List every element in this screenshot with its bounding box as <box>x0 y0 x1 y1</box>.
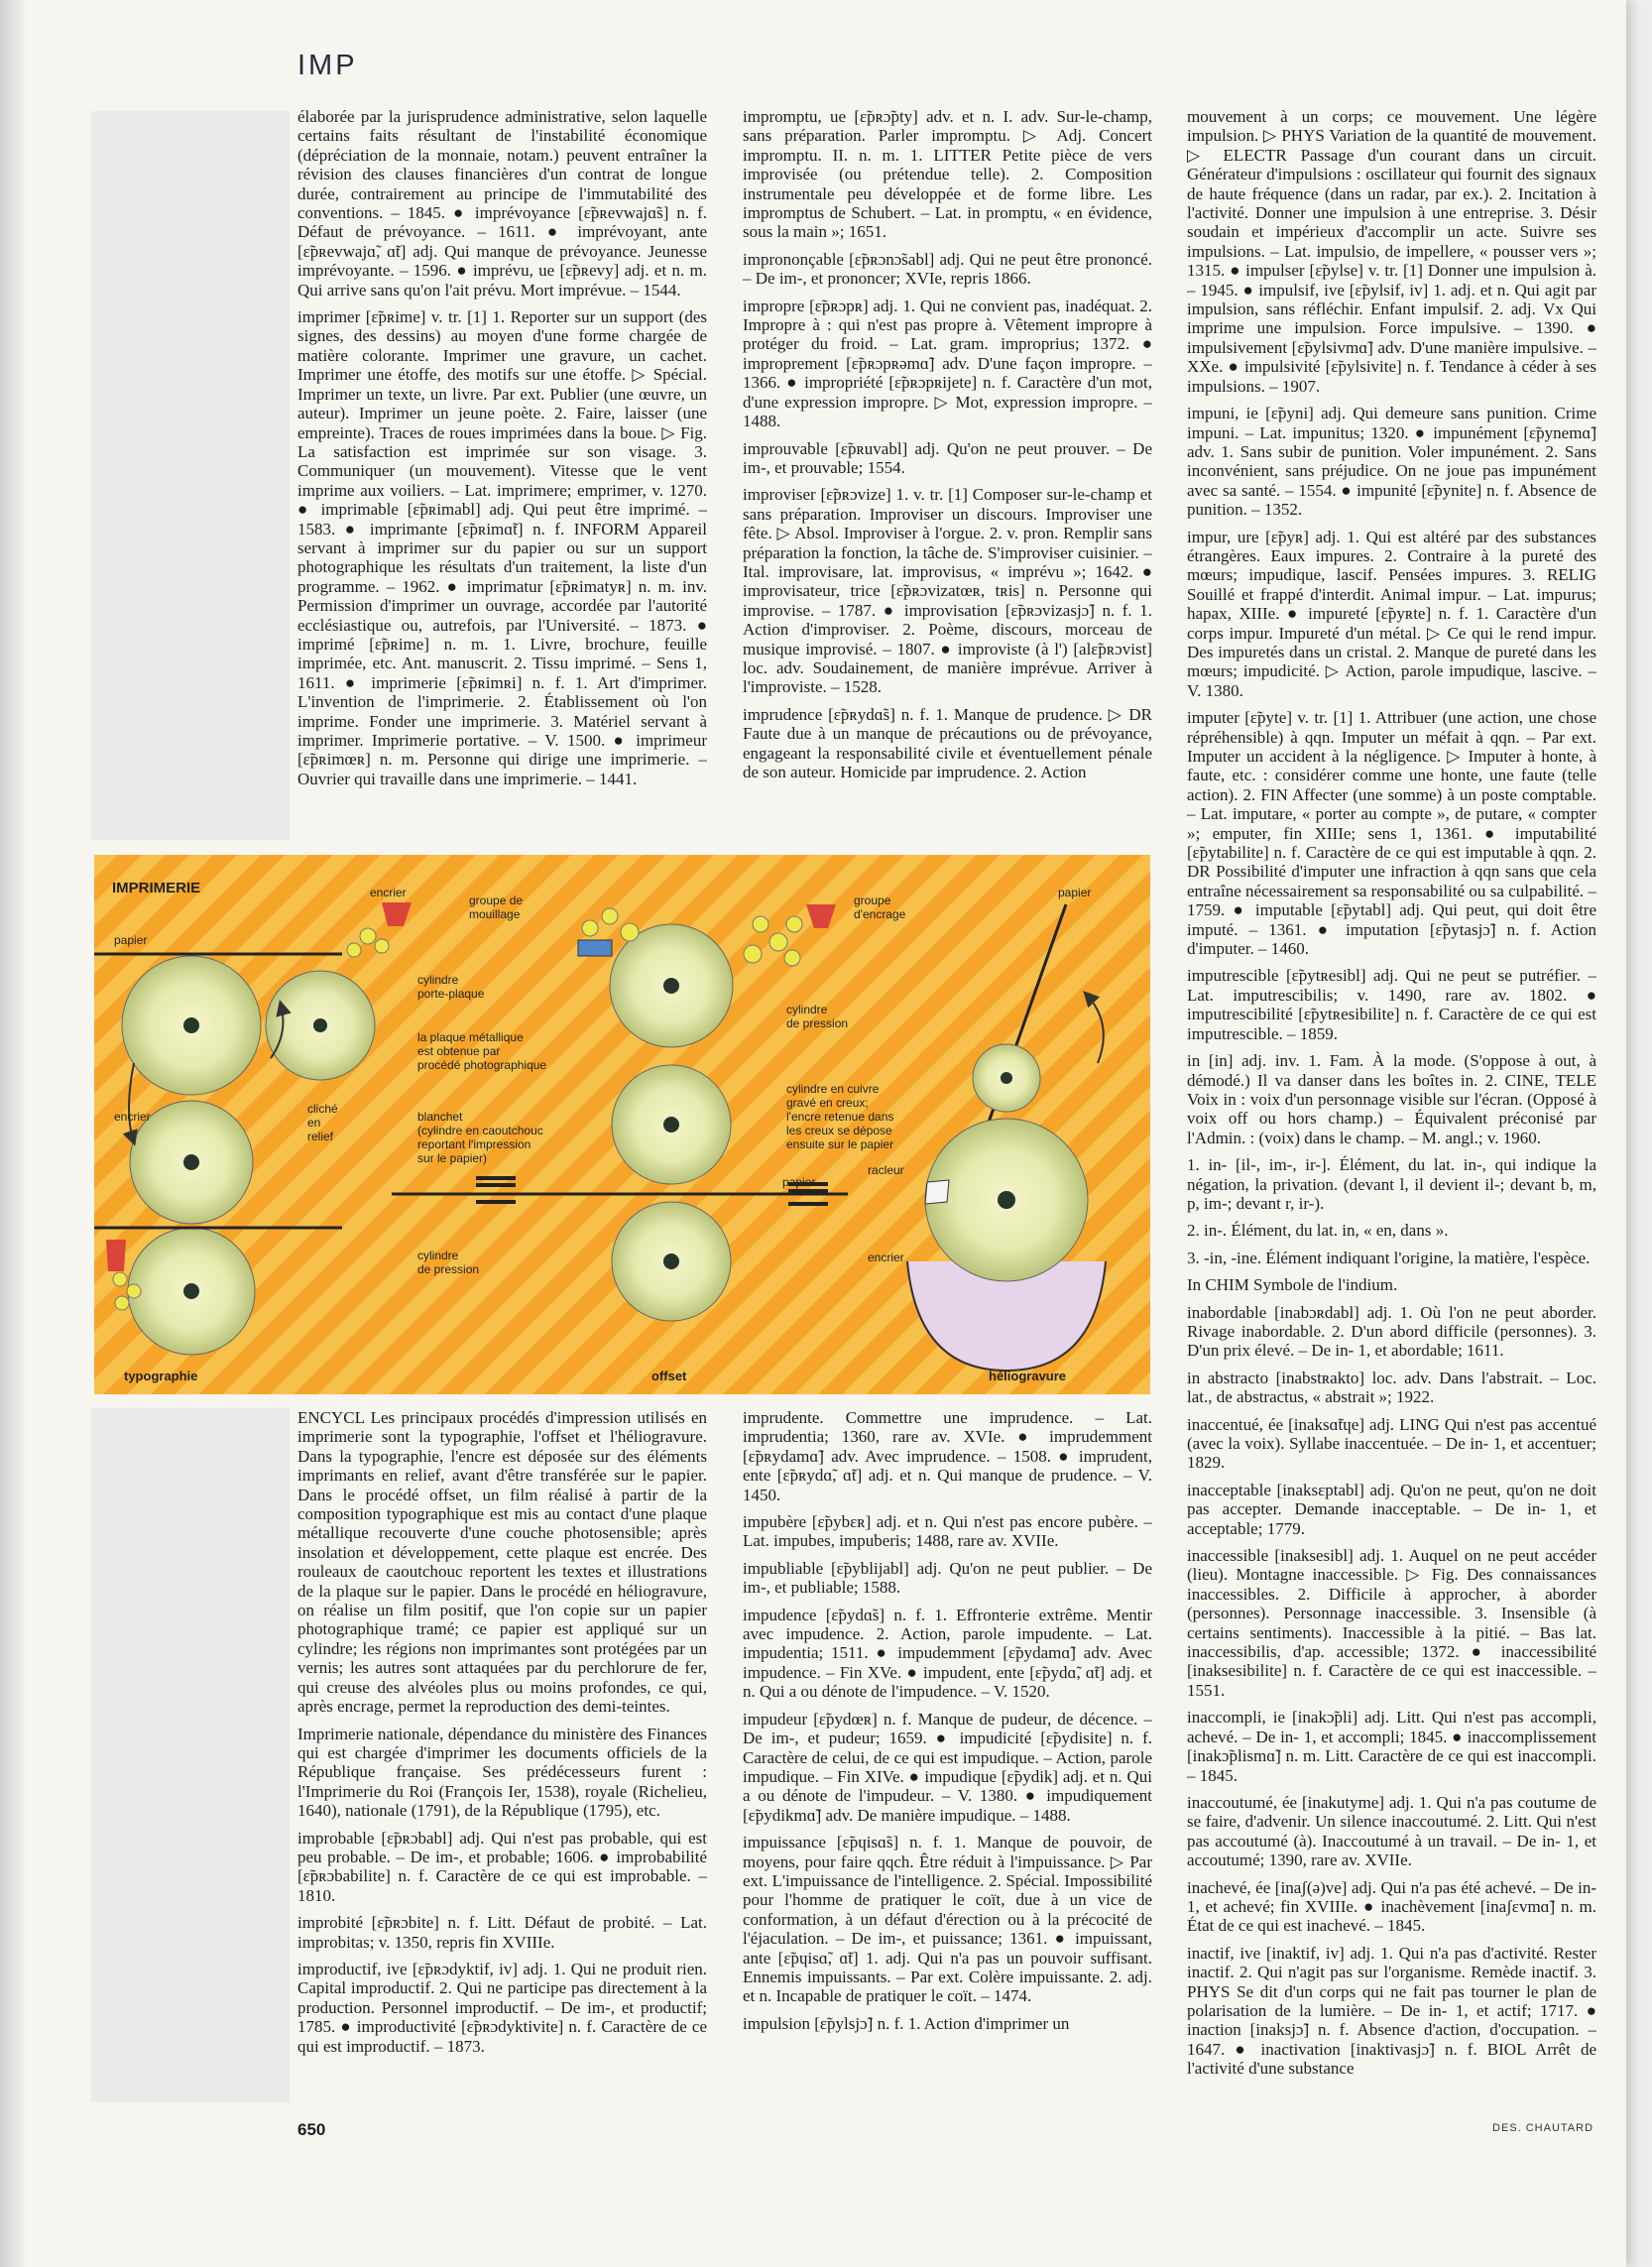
cylinder-axle <box>663 1117 679 1133</box>
column-middle-top <box>743 107 1152 843</box>
ink-roller <box>360 928 376 944</box>
dictionary-entry: inabordable [inabɔʀdabl] adj. 1. Où l'on ne peut aborder. Rivage inabordable. 2. D'un abord difficile (personnes). 3. D'un prix élevé. – De in- 1, et abordable; 1611. <box>1187 1302 1596 1361</box>
dictionary-entry: improuvable [ɛ̃pʀuvabl] adj. Qu'on ne peut prouver. – De im-, et prouvable; 1554. <box>743 438 1152 477</box>
dictionary-entry: inacceptable [inaksɛptabl] adj. Qu'on ne peut, qu'on ne doit pas accepter. Demande inacceptable. – De in- 1, et acceptable; 1779. <box>1187 1480 1596 1538</box>
dictionary-entry: ENCYCL Les principaux procédés d'impression utilisés en imprimerie sont la typographie, l'offset et l'héliogravure. Dans la typographie, l'encre est déposée sur des éléments imprimants en relief, avant d'être transférée sur le papier. Dans le procédé offset, un film réalisé à partir de la composition typographique est mis au contact d'une plaque métallique recouverte d'une couche photosensible; après insolation et développement, cette plaque est encrée. Des rouleaux de caoutchouc reportent les textes et illustrations de la plaque sur le papier. Dans le procédé en héliogravure, on réalise un film positif, que l'on copie sur un papier photographique tramé; ce papier est appliqué sur un cylindre; les régions non imprimantes sont protégées par un vernis; les autres sont attaquées par du perchlorure de fer, qui creuse des alvéoles plus ou moins profondes, ce qui, après encrage, permet la reproduction des demi-teintes. <box>297 1408 707 1717</box>
dictionary-entry: impudeur [ɛ̃pydœʀ] n. f. Manque de pudeur, de décence. – De im-, et pudeur; 1659. ● impudicité [ɛ̃pydisite] n. f. Caractère de celui, de ce qui est impudique. – Action, parole impudique. – Fin XIVe. ● impudique [ɛ̃pydik] adj. et n. Qui a ou dénote de l'impudeur. – V. 1380. ● impudiquement [ɛ̃pydikmɑ̃] adv. De manière impudique. – 1488. <box>743 1709 1152 1825</box>
dictionary-entry: impulsion [ɛ̃pylsjɔ̃] n. f. 1. Action d'imprimer un <box>743 2013 1070 2033</box>
paper-stack <box>788 1189 828 1193</box>
cylinder-axle <box>183 1283 199 1299</box>
dictionary-entry: élaborée par la jurisprudence administrative, selon laquelle certains faits résultant de l'instabilité économique (dépréciation de la monnaie, notam.) peuvent entraîner la révision des clauses financières d'un contrat de longue durée, contrairement au principe de l'immutabilité des conventions. – 1845. ● imprévoyance [ɛ̃pʀevwajɑ̃s] n. f. Défaut de prévoyance. – 1611. ● imprévoyant, ante [ɛ̃pʀevwajɑ̃, ɑ̃t] adj. Qui manque de prévoyance. Jeunesse imprévoyante. – 1596. ● imprévu, ue [ɛ̃pʀevy] adj. et n. m. Qui arrive sans qu'on l'ait prévu. Mort imprévue. – 1544. <box>297 107 707 299</box>
figure-title: IMPRIMERIE <box>112 880 201 896</box>
margin-shade <box>91 111 290 840</box>
dictionary-entry: improbité [ɛ̃pʀɔbite] n. f. Litt. Défaut de probité. – Lat. improbitas; v. 1350, repris fin XVIIIe. <box>297 1913 707 1952</box>
dictionary-entry: 2. in-. Élément, du lat. in, « en, dans ». <box>1187 1221 1449 1241</box>
dictionary-entry: In CHIM Symbole de l'indium. <box>1187 1275 1398 1295</box>
cylinder-axle <box>1001 1072 1012 1084</box>
dictionary-entry: imprudente. Commettre une imprudence. – Lat. imprudentia; 1360, rare av. XVIe. ● imprudemment [ɛ̃pʀydamɑ̃] adv. Avec imprudence. – 1508. ● imprudent, ente [ɛ̃pʀydɑ̃, ɑ̃t] adj. et n. Qui manque de prudence. – V. 1450. <box>743 1408 1152 1504</box>
dictionary-entry: imprudence [ɛ̃pʀydɑ̃s] n. f. 1. Manque de prudence. ▷ DR Faute due à un manque de précautions ou de prévoyance, engageant la responsabilité civile et éventuellement pénale de son auteur. Homicide par imprudence. 2. Action <box>743 704 1152 781</box>
dictionary-entry: improviser [ɛ̃pʀɔvize] 1. v. tr. [1] Composer sur-le-champ et sans préparation. Improviser un discours. Improviser une fête. ▷ Absol. Improviser à l'orgue. 2. v. pron. Remplir sans préparation la fonction, la tâche de. S'improviser cuisinier. – Ital. improvisare, lat. improvisus, « imprévu »; 1642. ● improvisateur, trice [ɛ̃pʀɔvizatœʀ, tʀis] n. Personne qui improvise. – 1787. ● improvisation [ɛ̃pʀɔvizasjɔ̃] n. f. 1. Action d'improviser. 2. Poème, discours, morceau de musique improvisé. – 1807. ● improviste (à l') [alɛ̃pʀɔvist] loc. adv. Soudainement, de manière imprévue. Arriver à l'improviste. – 1528. <box>743 485 1152 697</box>
dictionary-entry: inaccompli, ie [inakɔ̃pli] adj. Litt. Qui n'est pas accompli, achevé. – De in- 1, et accompli; 1845. ● inaccomplissement [inakɔ̃plismɑ̃] n. m. Litt. Caractère de ce qui est inaccompli. – 1845. <box>1187 1708 1596 1785</box>
page-edge-shadow <box>0 0 28 2267</box>
dictionary-entry: Imprimerie nationale, dépendance du ministère des Finances qui est chargée d'imprimer les documents officiels de la République française. Ses prédécesseurs furent : l'Imprimerie du Roi (François Ier, 1538), royale (Richelieu, 1640), nationale (1791), de la République (1795), etc. <box>297 1724 707 1821</box>
ink-roller <box>347 943 361 957</box>
cylinder-axle <box>663 1253 679 1269</box>
dictionary-entry: inaccessible [inaksesibl] adj. 1. Auquel on ne peut accéder (lieu). Montagne inaccessible. ▷ Fig. Des connaissances inaccessibles. 2. Difficile à approcher, à aborder (personnes). Personnage inaccessible. 3. Insensible (à certains sentiments). Inaccessible à la pitié. – Bas lat. inaccessibilis, d'ap. accessible; 1372. ● inaccessibilité [inaksesibilite] n. f. Caractère de ce qui est inaccessible. – 1551. <box>1187 1546 1596 1700</box>
ink-roller <box>786 916 802 932</box>
dictionary-entry: imprononçable [ɛ̃pʀɔnɔ̃sabl] adj. Qui ne peut être prononcé. – De im-, et prononcer; XVIe, repris 1866. <box>743 249 1152 289</box>
paper-stack <box>476 1176 516 1180</box>
cylinder-axle <box>183 1154 199 1170</box>
ink-roller <box>113 1272 127 1286</box>
dampening-roller <box>602 908 618 924</box>
dictionary-entry: inaccoutumé, ée [inakutyme] adj. 1. Qui n'a pas coutume de se faire, d'advenir. Un silence inaccoutumé. 2. Litt. Qui n'est pas accoutumé (à). Inaccoutumé à un travail. – De in- 1, et accoutumé; 1390, rare av. XVIIe. <box>1187 1792 1596 1870</box>
dictionary-entry: improductif, ive [ɛ̃pʀɔdyktif, iv] adj. 1. Qui ne produit rien. Capital improductif. 2. Qui ne participe pas directement à la production. Personnel improductif. – De im-, et productif; 1785. ● improductivité [ɛ̃pʀɔdyktivite] n. f. Caractère de ce qui est improductif. – 1873. <box>297 1959 707 2056</box>
dictionary-entry: impropre [ɛ̃pʀɔpʀ] adj. 1. Qui ne convient pas, inadéquat. 2. Impropre à : qui n'est pas propre à. Vêtement impropre à protéger du froid. – Lat. gram. improprius; 1372. ● improprement [ɛ̃pʀɔpʀəmɑ̃] adv. D'une façon impropre. – 1366. ● impropriété [ɛ̃pʀɔpʀijete] n. f. Caractère d'un mot, d'une expression impropre. ▷ Mot, expression impropre. – 1488. <box>743 296 1152 431</box>
page-header: IMP <box>297 50 358 81</box>
column-left-top <box>297 107 707 843</box>
cylinder-axle <box>663 978 679 994</box>
label-papier: papier <box>782 1175 816 1189</box>
label-heliogravure: héliogravure <box>989 1369 1067 1383</box>
dictionary-entry: impudence [ɛ̃pydɑ̃s] n. f. 1. Effronterie extrême. Mentir avec impudence. 2. Action, parole impudente. – Lat. impudentia; 1511. ● impudemment [ɛ̃pydamɑ̃] adv. Avec impudence. – Fin XVe. ● impudent, ente [ɛ̃pydɑ̃, ɑ̃t] adj. et n. Qui a ou dénote de l'impudence. – V. 1520. <box>743 1605 1152 1702</box>
label-cylindre-cuivre: cylindre en cuivre gravé en creux; l'encre retenue dans les creux se dépose ensuite sur le papier <box>786 1082 894 1151</box>
dictionary-entry: impuissance [ɛ̃pɥisɑ̃s] n. f. 1. Manque de pouvoir, de moyens, pour faire qqch. Être réduit à l'impuissance. ▷ Par ext. L'impuissance de l'intelligence. 2. Spécial. Impossibilité pour l'homme de pratiquer le coït, due à un vice de conformation, à un défaut d'érection ou à la précocité de l'éjaculation. – De im-, et puissance; 1361. ● impuissant, ante [ɛ̃pɥisɑ̃, ɑ̃t] 1. adj. Qui n'a pas un pouvoir suffisant. Ennemis impuissants. – Par ext. Colère impuissante. 2. adj. et n. Incapable de pratiquer le coït. – 1474. <box>743 1833 1152 2006</box>
dictionary-entry: imputer [ɛ̃pyte] v. tr. [1] 1. Attribuer (une action, une chose répréhensible) à qqn. Imputer un méfait à qqn. – Par ext. Imputer un accident à la négligence. ▷ Imputer à honte, à faute, etc. : considérer comme une honte, une faute (telle action). 2. FIN Affecter (une somme) à un poste comptable. – Lat. imputare, « porter au compte », de putare, « compter »; emputer, fin XIIIe; sens 1, 1361. ● imputabilité [ɛ̃pytabilite] n. f. Caractère de ce qui est imputable à qqn. 2. DR Possibilité d'imputer une infraction à qqn sans que cela entraîne nécessairement sa responsabilité ou sa culpabilité. – 1759. ● imputable [ɛ̃pytabl] adj. Qui peut, qui doit être imputé. – 1361. ● imputation [ɛ̃pytasjɔ̃] n. f. Action d'imputer. – 1460. <box>1187 708 1596 959</box>
ink-roller <box>753 916 768 932</box>
column-right <box>1187 107 1596 2110</box>
ink-fountain <box>106 1240 126 1271</box>
dictionary-entry: impromptu, ue [ɛ̃pʀɔ̃pty] adv. et n. I. adv. Sur-le-champ, sans préparation. Parler impromptu. ▷ Adj. Concert impromptu. II. n. m. 1. LITTER Petite pièce de vers improvisée (ou prétendue telle). 2. Composition instrumentale peu développée et de forme libre. Les impromptus de Schubert. – Lat. in promptu, « en évidence, sous la main »; 1651. <box>743 107 1152 242</box>
water-trough <box>578 940 612 956</box>
label-offset: offset <box>651 1369 687 1383</box>
label-groupe-mouillage: groupe de mouillage <box>469 894 524 921</box>
ink-roller <box>127 1284 141 1298</box>
dictionary-entry: impuni, ie [ɛ̃pyni] adj. Qui demeure sans punition. Crime impuni. – Lat. impunitus; 1320. ● impunément [ɛ̃pynemɑ̃] adv. 1. Sans subir de punition. Voler impunément. 2. Sans inconvénient, sans préjudice. On ne joue pas impunément avec sa santé. – 1554. ● impunité [ɛ̃pynite] n. f. Absence de punition. – 1352. <box>1187 404 1596 520</box>
dictionary-entry: imputrescible [ɛ̃pytʀesibl] adj. Qui ne peut se putréfier. – Lat. imputrescibilis; v. 1490, rare av. 1802. ● imputrescibilité [ɛ̃pytʀesibilite] n. f. Caractère de ce qui est imputrescible. – 1859. <box>1187 966 1596 1043</box>
column-middle-bottom <box>743 1408 1152 2107</box>
ink-roller <box>375 939 389 953</box>
ink-roller <box>744 945 762 963</box>
dictionary-entry: 1. in- [il-, im-, ir-]. Élément, du lat. in-, qui indique la négation, la privation. (devant l, il devient il-; devant b, m, p, im-; devant r, ir-). <box>1187 1155 1596 1213</box>
illustration-credit: DES. CHAUTARD <box>1492 2122 1594 2134</box>
dictionary-entry: improbable [ɛ̃pʀɔbabl] adj. Qui n'est pas probable, qui est peu probable. – De im-, et probable; 1606. ● improbabilité [ɛ̃pʀɔbabilite] n. f. Caractère de ce qui est improbable. – 1810. <box>297 1828 707 1905</box>
label-encrier: encrier <box>114 1110 151 1124</box>
cylinder-axle <box>183 1017 199 1033</box>
margin-shade <box>91 1408 290 2102</box>
cylinder-axle <box>998 1191 1015 1209</box>
dictionary-entry: in [in] adj. inv. 1. Fam. À la mode. (S'oppose à out, à démodé.) Il va danser dans les boîtes in. 2. CINE, TELE Voix in : voix d'un personnage visible sur l'écran. (Opposé à voix off ou hors champ.) – Équivalent préconisé par l'Admin. : (voix) dans le champ. – M. angl.; v. 1960. <box>1187 1051 1596 1147</box>
dictionary-entry: imprimer [ɛ̃pʀime] v. tr. [1] 1. Reporter sur un support (des signes, des dessins) au moyen d'une forme chargée de matière colorante. Imprimer une gravure, un cachet. Imprimer une étoffe, des motifs sur une étoffe. ▷ Spécial. Imprimer un texte, un livre. Par ext. Publier (une œuvre, un auteur). Imprimer un jeune poète. 2. Faire, laisser (une empreinte). Traces de roues imprimées dans la boue. ▷ Fig. La satisfaction est imprimée sur son visage. 3. Communiquer (un mouvement). Vitesse que le vent imprime aux voiliers. – Lat. imprimere; emprimer, v. 1270. ● imprimable [ɛ̃pʀimabl] adj. Qui peut être imprimé. – 1583. ● imprimante [ɛ̃pʀimɑ̃t] n. f. INFORM Appareil servant à imprimer sur du papier ou sur un support photographique les résultats d'un traitement, la liste d'un programme. – 1962. ● imprimatur [ɛ̃pʀimatyʀ] n. m. inv. Permission d'imprimer un ouvrage, accordée par l'autorité ecclésiastique ou, autrefois, par l'Université. – 1873. ● imprimé [ɛ̃pʀime] n. m. 1. Livre, brochure, feuille imprimée, etc. Ant. manuscrit. 2. Tissu imprimé. – Sens 1, 1611. ● imprimerie [ɛ̃pʀimʀi] n. f. 1. Art d'imprimer. L'invention de l'imprimerie. 2. Établissement où l'on imprime. Fonder une imprimerie. 3. Matériel servant à imprimer. Imprimerie portative. – V. 1500. ● imprimeur [ɛ̃pʀimœʀ] n. m. Personne qui dirige une imprimerie. – Ouvrier qui travaille dans une imprimerie. – 1441. <box>297 307 707 788</box>
label-papier: papier <box>1058 886 1092 899</box>
page-number: 650 <box>297 2120 326 2139</box>
printing-illustration <box>94 855 1150 1394</box>
dampening-roller <box>582 920 598 936</box>
ink-roller <box>115 1296 129 1310</box>
dictionary-entry: inactif, ive [inaktif, iv] adj. 1. Qui n'a pas d'activité. Rester inactif. 2. Qui n'agit pas sur l'organisme. Remède inactif. 3. PHYS Se dit d'un corps qui ne fait pas tourner le plan de polarisation de la lumière. – De in- 1, et actif; 1717. ● inaction [inaksjɔ̃] n. f. Absence d'action, d'occupation. – 1647. ● inactivation [inaktivasjɔ̃] n. f. BIOL Arrêt de l'activité d'une substance <box>1187 1943 1596 2079</box>
label-blanchet: blanchet (cylindre en caoutchouc reportant l'impression sur le papier) <box>417 1110 543 1165</box>
label-cylindre-porte-plaque: cylindre porte-plaque <box>417 973 485 1001</box>
paper-stack <box>476 1183 516 1187</box>
label-encrier: encrier <box>370 886 407 899</box>
dictionary-entry: impur, ure [ɛ̃pyʀ] adj. 1. Qui est altéré par des substances étrangères. Eaux impures. 2. Contraire à la pureté des mœurs; impudique, lascif. Pensées impures. 3. RELIG Souillé et frappé d'interdit. Animal impur. – Lat. impurus; hapax, XIIIe. ● impureté [ɛ̃pyʀte] n. f. 1. Caractère d'un corps impur. Impureté d'un métal. ▷ Ce qui le rend impur. Des impuretés dans un cristal. 2. Manque de pureté dans les mœurs; impudicité. ▷ Action, parole impudique, lascive. – V. 1380. <box>1187 527 1596 700</box>
label-encrier: encrier <box>868 1251 904 1264</box>
dictionary-entry: impubliable [ɛ̃pyblijabl] adj. Qu'on ne peut publier. – De im-, et publiable; 1588. <box>743 1558 1152 1598</box>
label-racleur: racleur <box>868 1163 904 1177</box>
label-typographie: typographie <box>124 1369 198 1383</box>
dictionary-entry: inachevé, ée [inaʃ(ə)ve] adj. Qui n'a pas été achevé. – De in- 1, et achevé; fin XVIIIe. ● inachèvement [inaʃɛvmɑ̃] n. m. État de ce qui est inachevé. – 1845. <box>1187 1877 1596 1936</box>
paper-stack <box>476 1200 516 1204</box>
dictionary-entry: mouvement à un corps; ce mouvement. Une légère impulsion. ▷ PHYS Variation de la quantité de mouvement. ▷ ELECTR Passage d'un courant dans un circuit. Générateur d'impulsions : oscillateur qui fournit des signaux de haute fréquence (dans un radar, par ex.). 2. Incitation à l'activité. Donner une impulsion à une entreprise. 3. Désir soudain et impérieux d'accomplir un acte. Suivre ses impulsions. – Lat. impulsio, de impellere, « pousser vers »; 1315. ● impulser [ɛ̃pylse] v. tr. [1] Donner une impulsion à. – 1945. ● impulsif, ive [ɛ̃pylsif, iv] 1. adj. et n. Qui agit par impulsion, sans réfléchir. Enfant impulsif. 2. adj. Vx Qui imprime une impulsion. Force impulsive. – 1390. ● impulsivement [ɛ̃pylsivmɑ̃] adv. D'une manière impulsive. – XXe. ● impulsivité [ɛ̃pylsivite] n. f. Tendance à céder à ses impulsions. – 1907. <box>1187 107 1596 396</box>
column-left-bottom <box>297 1408 707 2107</box>
label-cylindre-pression: cylindre de pression <box>786 1003 849 1030</box>
dampening-roller <box>621 923 639 941</box>
dictionary-entry: impubère [ɛ̃pybɛʀ] adj. et n. Qui n'est pas encore pubère. – Lat. impubes, impuberis; 1488, rare av. XVIIe. <box>743 1512 1152 1551</box>
label-groupe-encrage: groupe d'encrage <box>854 894 906 921</box>
label-papier: papier <box>114 933 148 947</box>
cylinder-axle <box>313 1018 327 1032</box>
dictionary-entry: 3. -in, -ine. Élément indiquant l'origine, la matière, l'espèce. <box>1187 1248 1591 1267</box>
label-cliche: cliché en relief <box>307 1102 338 1143</box>
dictionary-entry: inaccentué, ée [inaksɑ̃tɥe] adj. LING Qui n'est pas accentué (avec la voix). Syllabe inaccentuée. – De in- 1, et accentuer; 1829. <box>1187 1414 1596 1473</box>
doctor-blade <box>925 1180 949 1204</box>
ink-roller <box>769 933 787 951</box>
dictionary-entry: in abstracto [inabstʀakto] loc. adv. Dans l'abstrait. – Loc. lat., de abstractus, « abstrait »; 1922. <box>1187 1368 1596 1407</box>
label-cylindre-pression: cylindre de pression <box>417 1249 480 1276</box>
label-plaque: la plaque métallique est obtenue par procédé photographique <box>417 1030 547 1072</box>
paper-stack <box>788 1202 828 1206</box>
ink-roller <box>784 950 800 966</box>
